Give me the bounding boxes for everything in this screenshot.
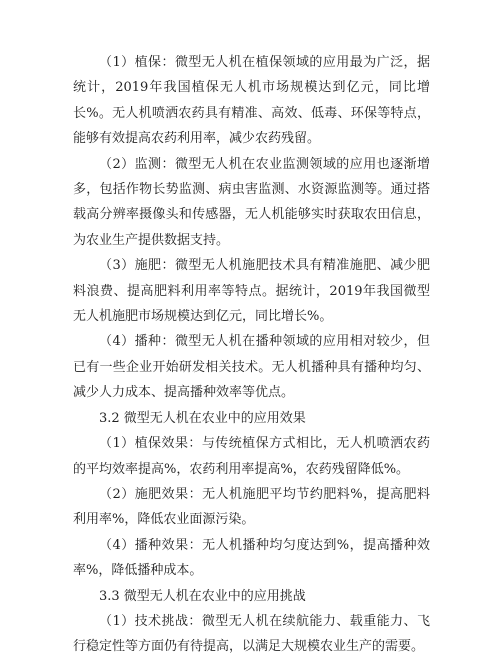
paragraph-sowing: （4）播种：微型无人机在播种领域的应用相对较少，但已有一些企业开始研发相关技术。无人机播种具有播种均匀、减少人力成本、提高播种效率等优点。	[73, 334, 430, 401]
paragraph-monitoring: （2）监测：微型无人机在农业监测领域的应用也逐渐增多，包括作物长势监测、病虫害监测、水资源监测等。通过搭载高分辨率摄像头和传感器，无人机能够实时获取农田信息，为农业生产提供数据支持。	[73, 156, 430, 248]
paragraph-fertilizing: （3）施肥：微型无人机施肥技术具有精准施肥、减少肥料浪费、提高肥料利用率等特点。据统计，2019年我国微型无人机施肥市场规模达到亿元，同比增长%。	[73, 258, 430, 325]
paragraph-plant-protection: （1）植保：微型无人机在植保领域的应用最为广泛，据统计，2019年我国植保无人机市场规模达到亿元，同比增长%。无人机喷洒农药具有精准、高效、低毒、环保等特点，能够有效提高农药利用率，减少农药残留。	[73, 55, 430, 147]
section-heading-3-3: 3.3 微型无人机在农业中的应用挑战	[99, 588, 306, 604]
paragraph-technical-challenge: （1）技术挑战：微型无人机在续航能力、载重能力、飞行稳定性等方面仍有待提高，以满足大规模农业生产的需要。	[73, 613, 430, 655]
paragraph-sowing-effect: （4）播种效果：无人机播种均匀度达到%，提高播种效率%，降低播种成本。	[73, 537, 430, 579]
paragraph-fertilizing-effect: （2）施肥效果：无人机施肥平均节约肥料%，提高肥料利用率%，降低农业面源污染。	[73, 486, 430, 528]
paragraph-plant-protection-effect: （1）植保效果：与传统植保方式相比，无人机喷洒农药的平均效率提高%，农药利用率提高%，农药残留降低%。	[73, 436, 430, 477]
section-heading-3-2: 3.2 微型无人机在农业中的应用效果	[99, 410, 306, 426]
